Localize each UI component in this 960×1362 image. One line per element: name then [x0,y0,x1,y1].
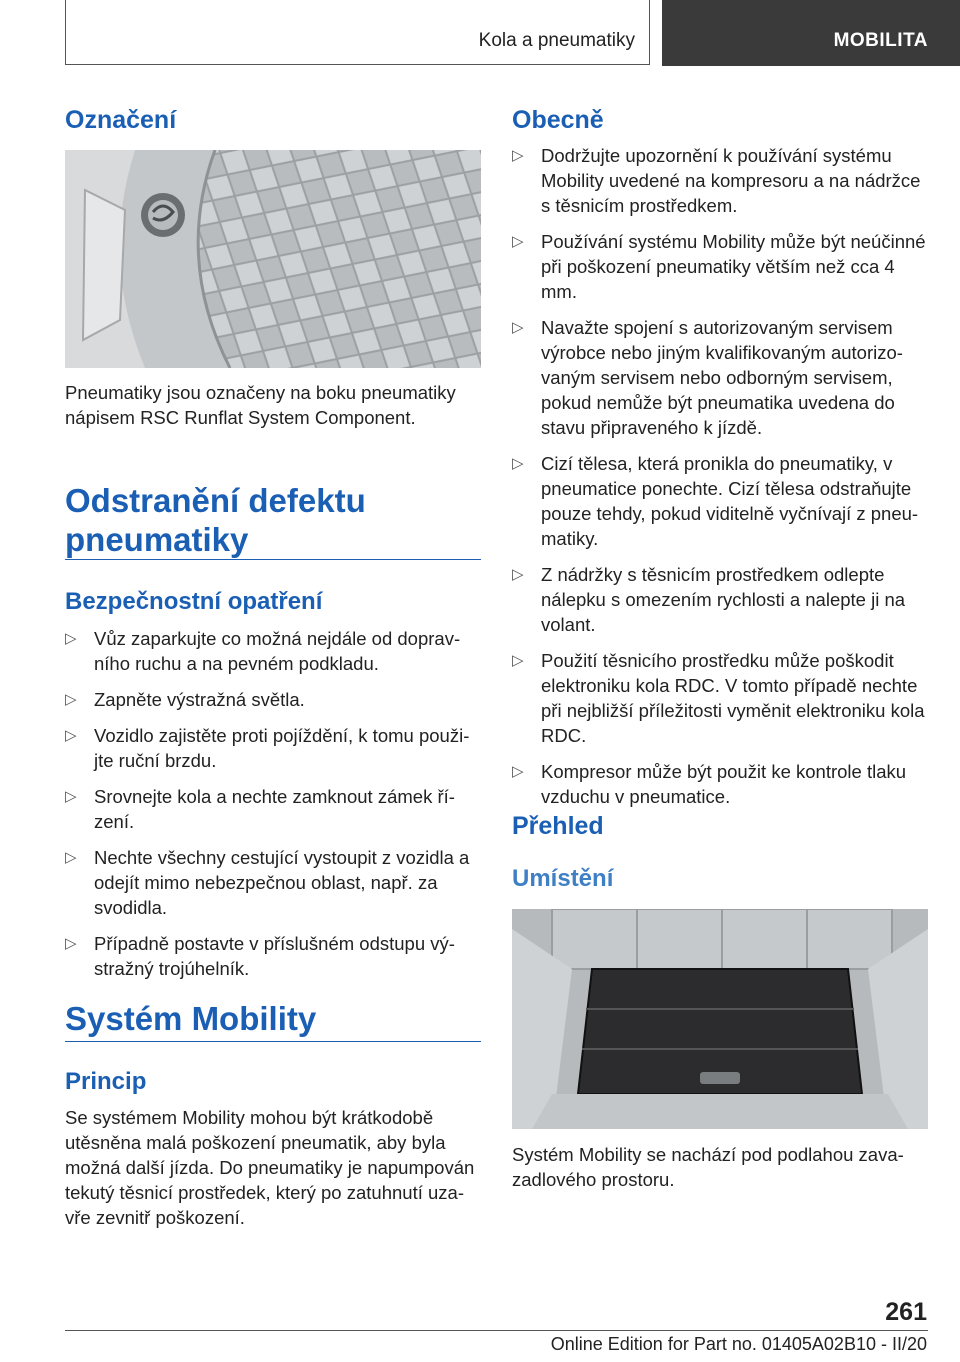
trunk-illustration [512,909,928,1129]
trunk-image [512,909,928,1129]
header-chapter-label: MOBILITA [833,30,928,51]
princip-text: Se systémem Mobility mohou být krátkodobě utěsněna malá poškození pneumatik, aby byla možná další jízda. Do pneumatiky je napumpován tekutý těsnicí prostředek, který po zatuhnutí uzavře zevnitř poškození. [65,1107,475,1228]
list-item-text: Navažte spojení s autorizovaným servisem výrobce nebo jiným kvalifikovaným autorizovaným servisem nebo odborným servisem, pokud nemůže být pneumatika uvedena do stavu připraveného k jízdě. [541,317,903,438]
list-item [65,687,481,712]
heading-princip: Princip [65,1068,147,1095]
triangle-right-icon: ▷ [512,566,524,583]
list-item-text: Použití těsnicího prostředku může poškodit elektroniku kola RDC. V tomto případě nechte při nejbližší příležitosti vyměnit elektroniku kola RDC. [541,650,925,746]
heading-defekt-line1: Odstranění defektu [65,482,366,519]
list-item [65,626,481,676]
tire-sidewall-image [65,150,481,368]
page-header [65,0,960,66]
list-item-text: Vozidlo zajistěte proti pojíždění, k tomu použijte ruční brzdu. [94,725,470,771]
triangle-right-icon: ▷ [65,630,77,647]
list-item-text: Z nádržky s těsnicím prostředkem odlepte nálepku s omezením rychlosti a nalepte ji na volant. [541,564,906,635]
list-item-text: Případně postavte v příslušném odstupu výstražný trojúhelník. [94,933,455,979]
heading-bezpecnost: Bezpečnostní opatření [65,588,323,615]
triangle-right-icon: ▷ [65,691,77,708]
tire-sidewall-illustration [65,150,481,368]
triangle-right-icon: ▷ [512,652,524,669]
triangle-right-icon: ▷ [65,727,77,744]
list-item-text: Dodržujte upozornění k používání systému Mobility uvedené na kompresoru a na nádržce s těsnicím prostředkem. [541,145,921,216]
triangle-right-icon: ▷ [512,147,524,164]
triangle-right-icon: ▷ [65,849,77,866]
list-item [65,723,481,773]
heading-oznaceni: Označení [65,106,177,134]
list-item [512,648,928,748]
list-item [512,562,928,637]
header-chapter-tab [662,0,960,66]
list-item [65,784,481,834]
list-item [512,143,928,218]
section-rule [65,1041,481,1042]
trunk-location-text: Systém Mobility se nachází pod podlahou zavazadlového prostoru. [512,1144,904,1190]
triangle-right-icon: ▷ [65,935,77,952]
list-item [512,315,928,440]
list-item [65,845,481,920]
triangle-right-icon: ▷ [512,319,524,336]
triangle-right-icon: ▷ [512,233,524,250]
heading-umisteni: Umístění [512,865,614,892]
general-list [512,143,928,820]
list-item-text: Vůz zaparkujte co možná nejdále od dopravního ruchu a na pevném podkladu. [94,628,461,674]
tire-marking-text: Pneumatiky jsou označeny na boku pneumatiky nápisem RSC Runflat System Component. [65,382,456,428]
list-item [65,931,481,981]
header-section-box [65,0,650,65]
heading-prehled: Přehled [512,812,604,840]
edition-text: Online Edition for Part no. 01405A02B10 - II/20 [550,1334,927,1354]
heading-defekt-line2: pneumatiky [65,521,249,558]
list-item-text: Cizí tělesa, která pronikla do pneumatiky, v pneumatice ponechte. Cizí tělesa odstraňujte pouze tehdy, pokud viditelně vyčnívají z pneumatiky. [541,453,919,549]
page-number: 261 [885,1298,927,1326]
section-rule [65,559,481,560]
list-item-text: Nechte všechny cestující vystoupit z vozidla a odejít mimo nebezpečnou oblast, např. za svodidla. [94,847,470,918]
triangle-right-icon: ▷ [512,763,524,780]
triangle-right-icon: ▷ [65,788,77,805]
list-item-text: Kompresor může být použit ke kontrole tlaku vzduchu v pneumatice. [541,761,907,807]
list-item-text: Zapněte výstražná světla. [94,689,305,710]
list-item-text: Používání systému Mobility může být neúčinné při poškození pneumatiky větším než cca 4 mm. [541,231,926,302]
header-section-title: Kola a pneumatiky [478,30,635,51]
triangle-right-icon: ▷ [512,455,524,472]
footer-rule [65,1330,928,1331]
list-item [512,759,928,809]
list-item [512,451,928,551]
safety-list [65,626,481,992]
heading-defekt [65,481,366,559]
list-item-text: Srovnejte kola a nechte zamknout zámek řízení. [94,786,455,832]
list-item [512,229,928,304]
heading-obecne: Obecně [512,106,604,134]
heading-mobility: Systém Mobility [65,1000,317,1037]
